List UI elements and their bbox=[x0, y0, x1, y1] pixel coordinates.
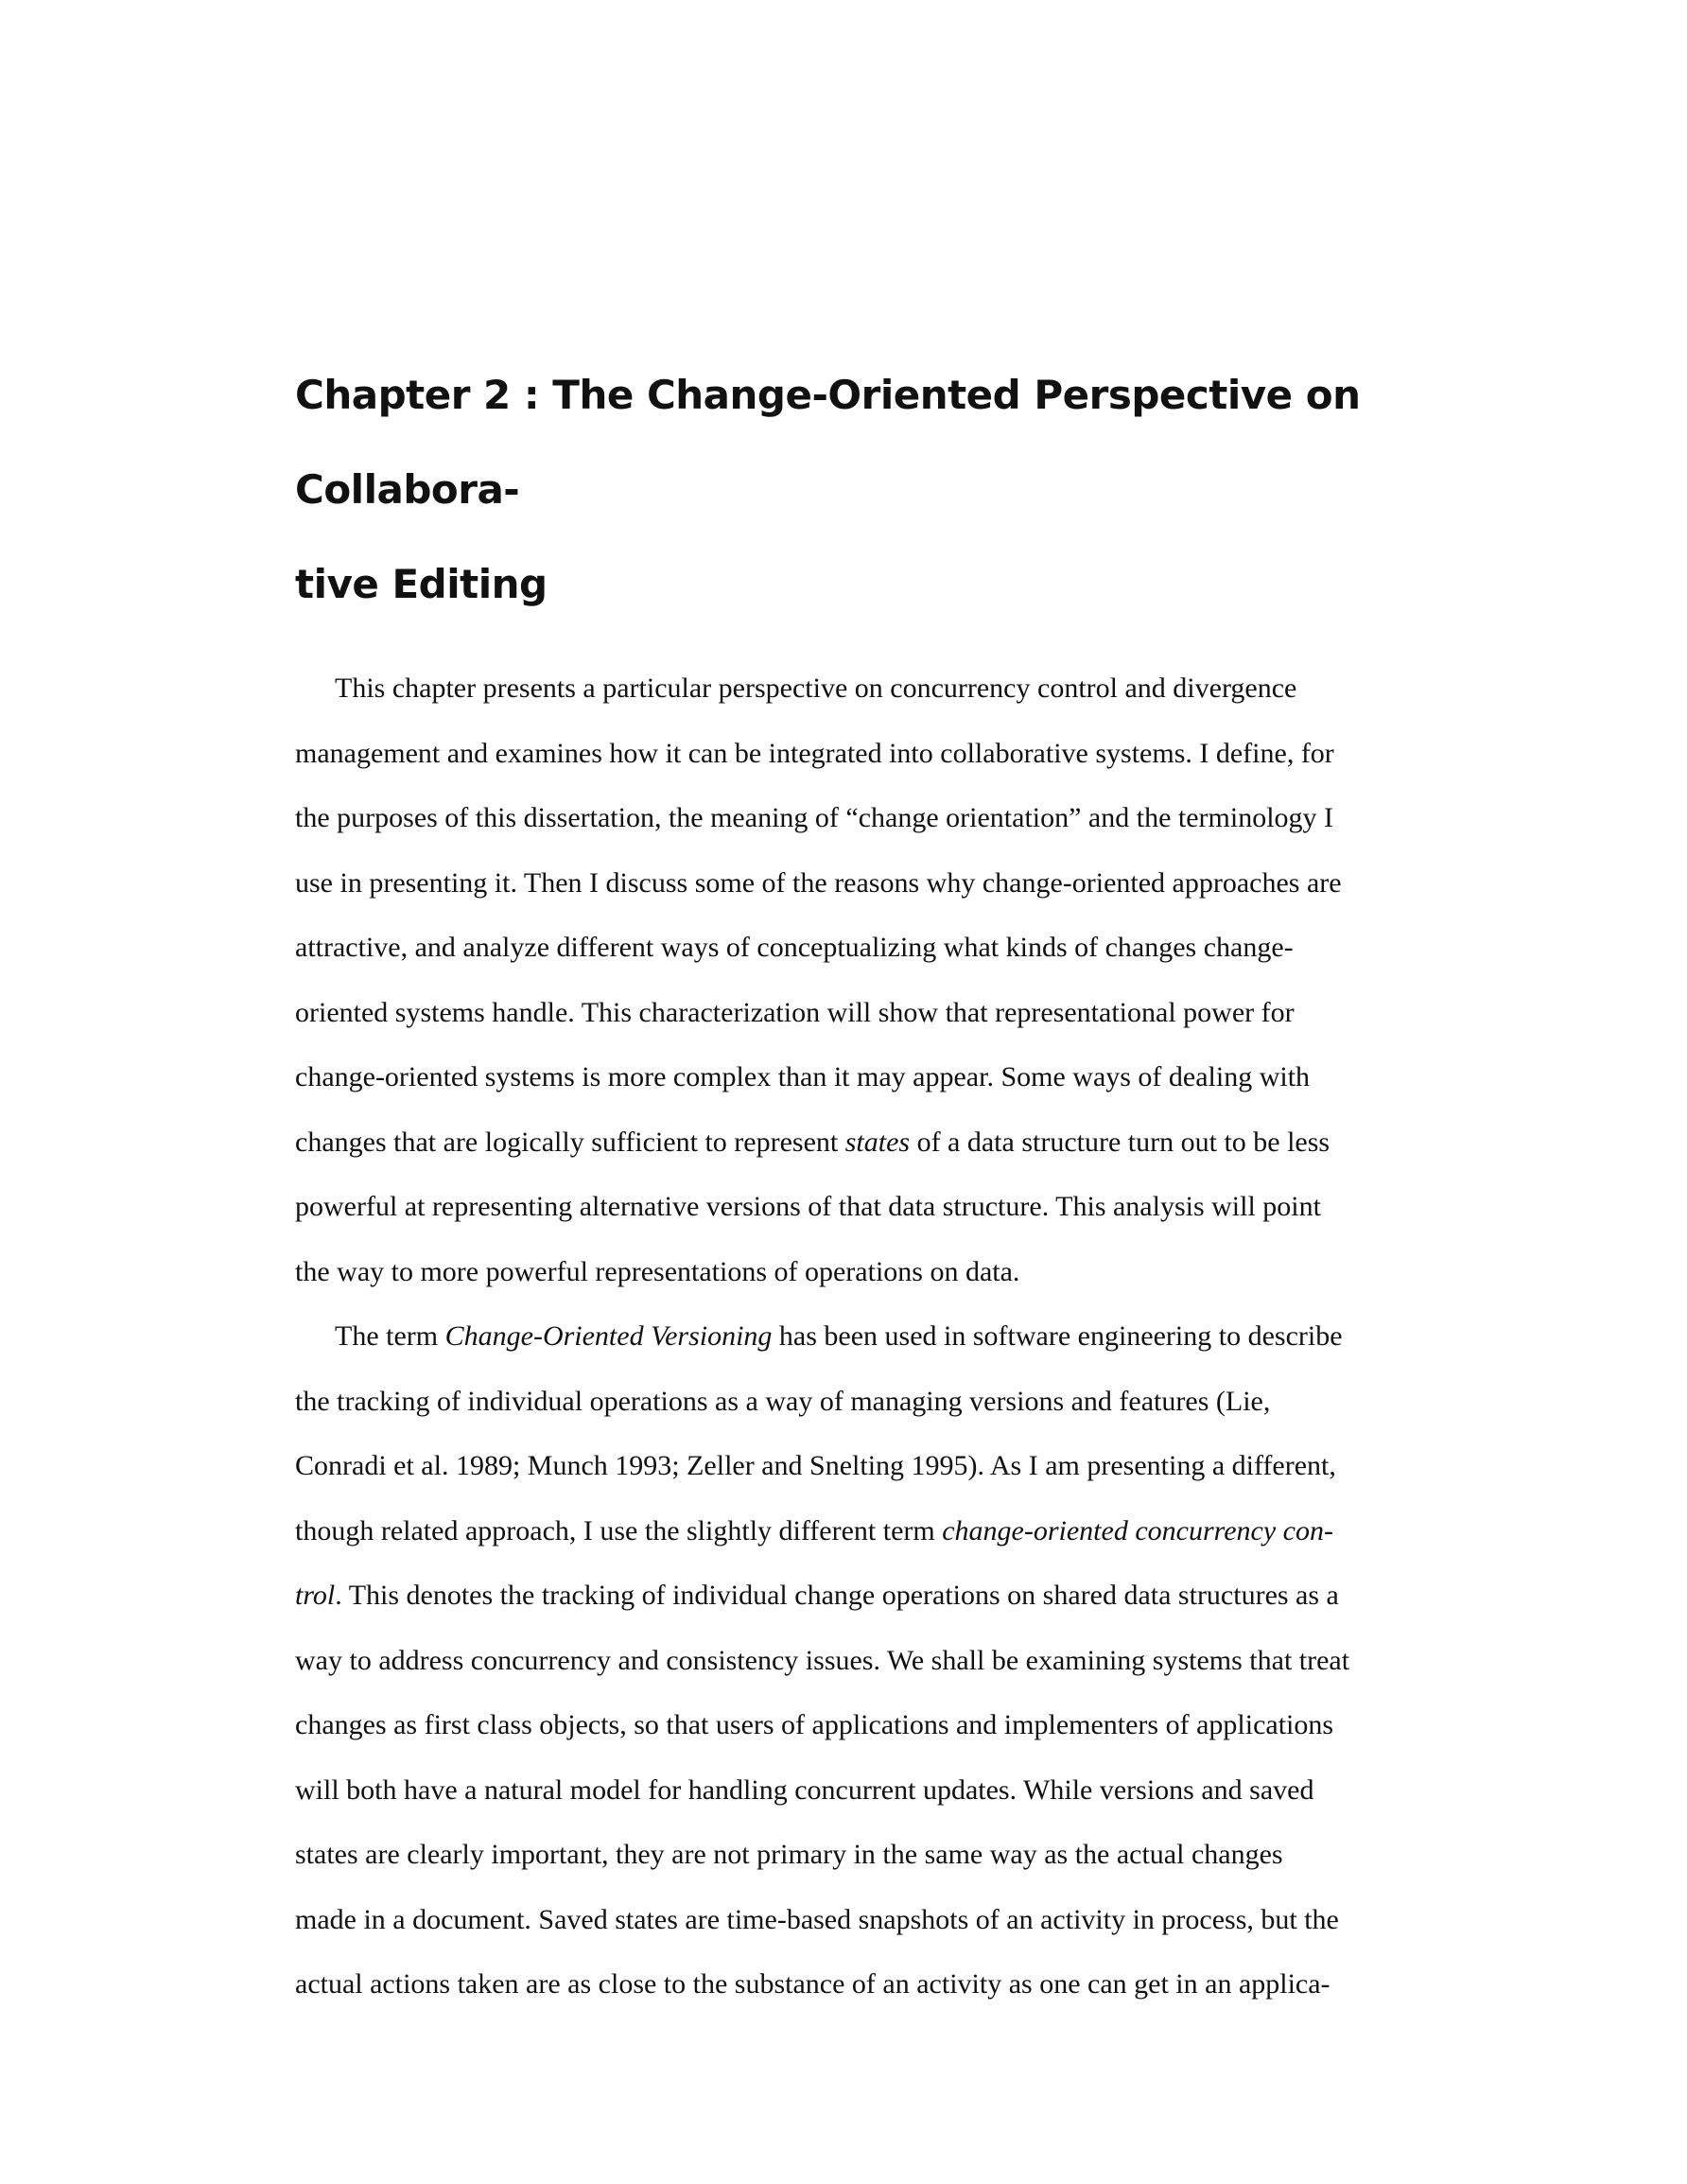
paragraph-1 bbox=[295, 656, 1453, 1304]
body-text-line: the way to more powerful representations of operations on data. bbox=[295, 1255, 1020, 1287]
emphasis-text: states bbox=[844, 1126, 911, 1158]
body-text-line: made in a document. Saved states are time-based snapshots of an activity in process, but the bbox=[295, 1903, 1339, 1935]
body-text-line: management and examines how it can be integrated into collaborative systems. I define, for bbox=[295, 737, 1334, 769]
body-text-line bbox=[295, 1110, 1453, 1176]
body-text-line: the tracking of individual operations as a way of managing versions and features (Lie, bbox=[295, 1385, 1271, 1417]
text-run: though related approach, I use the slightly different term bbox=[295, 1514, 943, 1546]
body-text-line: actual actions taken are as close to the substance of an activity as one can get in an applica- bbox=[295, 1968, 1330, 2000]
body-text-line bbox=[295, 1499, 1453, 1564]
text-run: of a data structure turn out to be less bbox=[910, 1126, 1330, 1158]
body-text-line: will both have a natural model for handling concurrent updates. While versions and saved bbox=[295, 1773, 1314, 1806]
body-text-line: powerful at representing alternative versions of that data structure. This analysis will point bbox=[295, 1191, 1321, 1222]
text-run: has been used in software engineering to describe bbox=[772, 1320, 1343, 1352]
body-text-line: attractive, and analyze different ways of conceptualizing what kinds of changes change- bbox=[295, 932, 1294, 963]
body-text-line: the purposes of this dissertation, the meaning of “change orientation” and the terminology I bbox=[295, 802, 1334, 833]
emphasis-text: change-oriented concurrency con- bbox=[942, 1514, 1333, 1546]
text-run: . This denotes the tracking of individual change operations on shared data structures as a bbox=[335, 1580, 1339, 1611]
body-text-line: states are clearly important, they are not primary in the same way as the actual changes bbox=[295, 1839, 1283, 1870]
chapter-title bbox=[295, 348, 1453, 632]
body-text-line: use in presenting it. Then I discuss some of the reasons why change-oriented approaches are bbox=[295, 866, 1342, 899]
body-text-line: oriented systems handle. This characterization will show that representational power for bbox=[295, 996, 1295, 1028]
chapter-title-line-2: tive Editing bbox=[295, 561, 548, 607]
emphasis-text: Change-Oriented Versioning bbox=[444, 1320, 773, 1352]
body-text-line: way to address concurrency and consistency issues. We shall be examining systems that treat bbox=[295, 1644, 1350, 1676]
text-run: changes that are logically sufficient to represent bbox=[295, 1126, 845, 1158]
body-text-line: change-oriented systems is more complex than it may appear. Some ways of dealing with bbox=[295, 1061, 1311, 1092]
body-text-line: This chapter presents a particular perspective on concurrency control and divergence bbox=[335, 673, 1297, 704]
body-text-line bbox=[295, 1304, 1453, 1370]
body-text-line bbox=[295, 1564, 1453, 1629]
paragraph-2 bbox=[295, 1304, 1453, 2018]
body-text-line: Conradi et al. 1989; Munch 1993; Zeller and Snelting 1995). As I am presenting a different, bbox=[295, 1450, 1336, 1481]
chapter-title-line-1: Chapter 2 : The Change-Oriented Perspective on Collabora- bbox=[295, 372, 1361, 513]
text-run: The term bbox=[335, 1320, 445, 1352]
emphasis-text: trol bbox=[295, 1580, 336, 1611]
document-page bbox=[295, 348, 1453, 2018]
body-text-line: changes as first class objects, so that users of applications and implementers of applications bbox=[295, 1709, 1334, 1740]
